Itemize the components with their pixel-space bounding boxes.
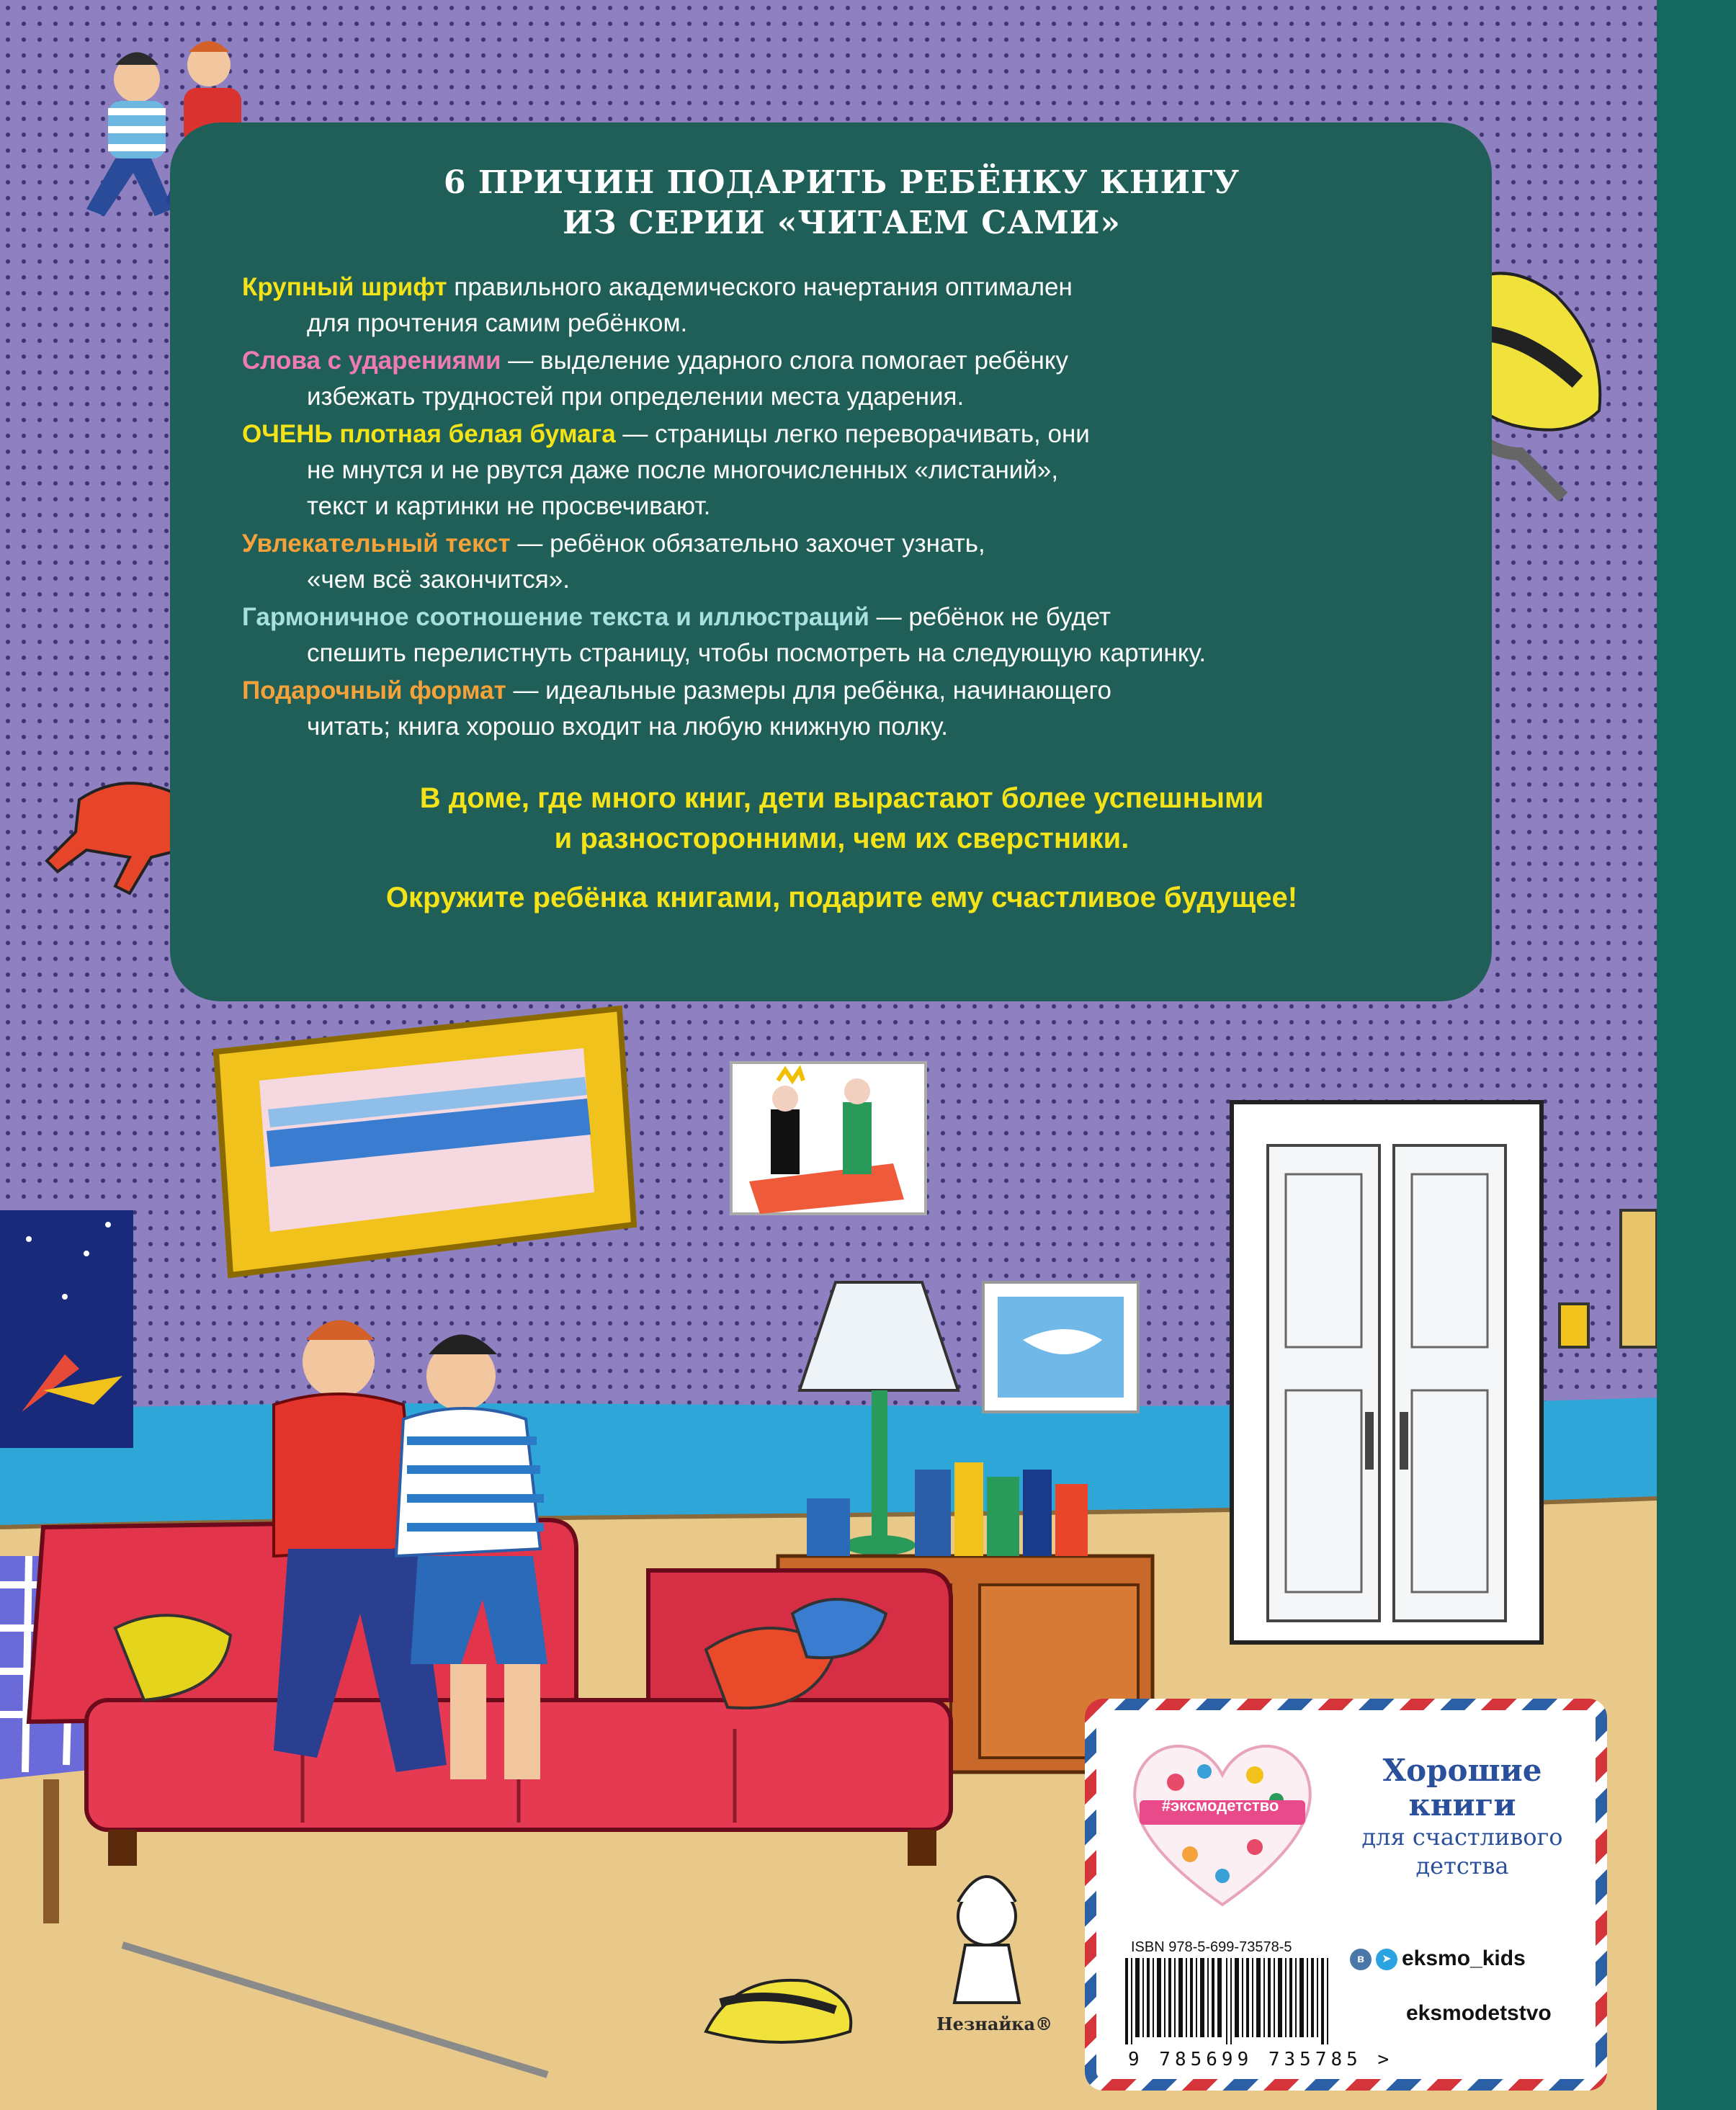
slogan-line: книги [1408,1787,1516,1823]
slogan-line: Хорошие [1382,1753,1542,1788]
reason-text: избежать трудностей при определении места ударения. [307,383,965,411]
reason-text: — ребёнок обязательно захочет узнать, [510,529,985,558]
panel-footer [242,778,1441,859]
gold-framed-painting [216,1009,634,1275]
slogan-line: детства [1415,1852,1509,1879]
reasons-panel [170,122,1492,1001]
reason-highlight: ОЧЕНЬ плотная белая бумага [242,420,616,448]
light-switch [1560,1304,1588,1347]
reason-text: «чем всё закончится». [307,566,570,594]
reason-text: — выделение ударного слога помогает ребёнку [501,347,1069,375]
reason-text: спешить перелистнуть страницу, чтобы посмотреть на следующую картинку. [307,639,1207,667]
envelope-slogan [1340,1753,1585,1880]
reason-text: читать; книга хорошо входит на любую книжную полку. [307,712,948,741]
vk-icon: в [1350,1949,1372,1970]
reason-item [242,526,1441,598]
heart-icon [1125,1732,1320,1912]
hashtag-label: #эксмодетство [1161,1797,1279,1815]
space-poster [0,1210,133,1448]
social-detstvo[interactable] [1350,2001,1552,2026]
reason-text: правильного академического начертания оптимален [447,273,1073,301]
barcode-digits: 9 785699 735785 > [1128,2049,1394,2070]
reason-highlight: Слова с ударениями [242,347,501,375]
reason-highlight: Крупный шрифт [242,273,447,301]
social-handle: eksmodetstvo [1406,2001,1552,2025]
boys-on-sofa [274,1320,547,1780]
slogan-line: для счастливого [1361,1823,1563,1851]
footer-line: и разносторонними, чем их сверстники. [554,823,1129,854]
reason-highlight: Увлекательный текст [242,529,511,558]
reason-item [242,599,1441,671]
footer-line: В доме, где много книг, дети вырастают более успешными [419,782,1264,814]
panel-slogan: Окружите ребёнка книгами, подарите ему счастливое будущее! [385,882,1298,913]
reason-text: — страницы легко переворачивать, они [615,420,1090,448]
publisher-logo: Незнайка® [936,2013,1053,2034]
panel-title-line2: ИЗ СЕРИИ «ЧИТАЕМ САМИ» [563,205,1121,241]
reason-text: — идеальные размеры для ребёнка, начинающего [506,676,1111,705]
airmail-envelope [1085,1699,1607,2091]
white-double-door [1232,1102,1542,1642]
reason-text: для прочтения самим ребёнком. [307,309,688,337]
telegram-icon: ➤ [1376,1949,1397,1970]
reason-text: — ребёнок не будет [869,603,1111,631]
social-kids[interactable] [1350,1946,1526,1971]
barcode [1125,1958,1334,2044]
reason-highlight: Гармоничное соотношение текста и иллюстраций [242,603,869,631]
reason-item [242,416,1441,524]
book-spine [1657,0,1736,2110]
reason-item [242,343,1441,415]
panel-title-line1: 6 ПРИЧИН ПОДАРИТЬ РЕБЁНКУ КНИГУ [443,164,1240,201]
right-picture-edge [1621,1210,1657,1347]
reason-text: текст и картинки не просвечивают. [307,492,711,520]
social-handle: eksmo_kids [1402,1946,1526,1970]
bird-picture [983,1282,1138,1412]
reason-item [242,673,1441,745]
reason-text: не мнутся и не рвутся даже после многочисленных «листаний», [307,456,1059,484]
isbn-number: ISBN 978-5-699-73578-5 [1131,1939,1292,1955]
kids-drawing [731,1063,926,1214]
reason-item [242,269,1441,341]
panel-title [242,163,1441,243]
reason-highlight: Подарочный формат [242,676,506,705]
